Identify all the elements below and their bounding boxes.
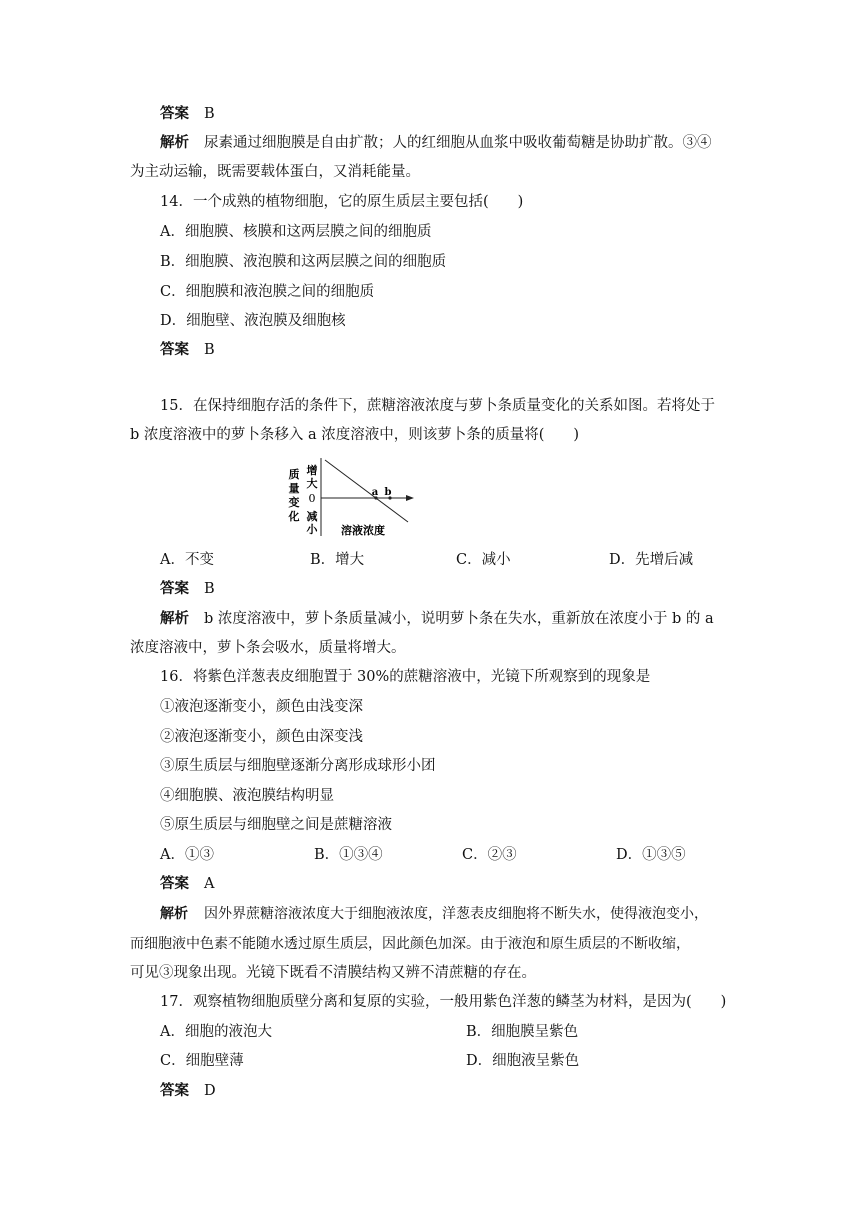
q15-option-c: C．减小 [456,552,511,568]
q15-figure [280,456,420,540]
q16-analysis-line1 [130,904,732,924]
q13-analysis-line1 [130,133,732,153]
q13-answer [130,104,732,124]
q14-option-a: A．细胞膜、核膜和这两层膜之间的细胞质 [160,224,432,240]
analysis-label: 解析 [160,610,189,627]
y-top-label-c2: 大 [306,477,318,490]
answer-label: 答案 [160,580,189,597]
q16-item-2: ②液泡逐渐变小，颜色由深变浅 [160,729,363,745]
q16-item-1: ①液泡逐渐变小，颜色由浅变深 [160,699,363,715]
y-axis-title-c2: 量 [288,482,300,495]
q16-option-a: A．①③ [160,847,214,863]
answer-label: 答案 [160,105,189,122]
y-axis-title: 质 [288,468,300,481]
q16-item-5: ⑤原生质层与细胞壁之间是蔗糖溶液 [160,817,392,833]
q16-option-b: B．①③④ [314,847,383,863]
x-axis-title: 溶液浓度 [341,524,385,537]
q17-option-b: B．细胞膜呈紫色 [466,1024,579,1040]
q15-answer [130,579,732,599]
q14-stem: 14．一个成熟的植物细胞，它的原生质层主要包括( ) [160,194,524,210]
y-axis-title-c4: 化 [288,510,300,523]
q16-analysis-line2: 而细胞液中色素不能随水透过原生质层，因此颜色加深。由于液泡和原生质层的不断收缩， [130,936,690,952]
q17-option-c: C．细胞壁薄 [160,1053,244,1069]
point-a-label: a [371,487,379,498]
q14-option-c: C．细胞膜和液泡膜之间的细胞质 [160,284,375,300]
q15-stem-line2: b 浓度溶液中的萝卜条移入 a 浓度溶液中，则该萝卜条的质量将( ) [130,427,580,443]
q16-answer [130,874,732,894]
analysis-label: 解析 [160,134,189,151]
q14-option-b: B．细胞膜、液泡膜和这两层膜之间的细胞质 [160,254,447,270]
answer-value: B [204,581,215,597]
analysis-label: 解析 [160,906,188,922]
y-zero-label: 0 [308,492,316,505]
analysis-text: 因外界蔗糖溶液浓度大于细胞液浓度，洋葱表皮细胞将不断失水，使得液泡变小， [204,906,708,922]
q16-option-c: C．②③ [462,847,517,863]
q17-option-a: A．细胞的液泡大 [160,1024,272,1040]
q15-analysis-line2: 浓度溶液中，萝卜条会吸水，质量将增大。 [130,640,406,656]
answer-label: 答案 [160,1082,189,1099]
analysis-text: 尿素通过细胞膜是自由扩散；人的红细胞从血浆中吸收葡萄糖是协助扩散。③④ [204,135,712,151]
answer-value: B [204,106,215,122]
answer-label: 答案 [160,875,189,892]
relation-line [325,460,408,522]
q16-stem: 16．将紫色洋葱表皮细胞置于 30%的蔗糖溶液中，光镜下所观察到的现象是 [160,669,651,685]
q16-item-4: ④细胞膜、液泡膜结构明显 [160,788,334,804]
answer-value: A [204,876,215,892]
q16-option-d: D．①③⑤ [616,847,686,863]
q16-analysis-line3: 可见③现象出现。光镜下既看不清膜结构又辨不清蔗糖的存在。 [130,965,536,981]
q15-option-d: D．先增后减 [609,552,694,568]
q17-answer [130,1081,732,1101]
q15-option-b: B．增大 [310,552,365,568]
q14-option-d: D．细胞壁、液泡膜及细胞核 [160,313,346,329]
q15-option-a: A．不变 [160,552,214,568]
q17-stem: 17．观察植物细胞质壁分离和复原的实验，一般用紫色洋葱的鳞茎为材料，是因为( ) [160,994,727,1010]
q15-analysis-line1 [130,609,732,629]
q13-analysis-line2: 为主动运输，既需要载体蛋白，又消耗能量。 [130,164,420,180]
q17-option-d: D．细胞液呈紫色 [466,1053,580,1069]
point-b-label: b [384,487,392,498]
x-axis-arrow [406,495,414,501]
answer-value: B [204,342,215,358]
analysis-text: b 浓度溶液中，萝卜条质量减小，说明萝卜条在失水，重新放在浓度小于 b 的 a [204,611,714,627]
y-top-label: 增 [306,464,318,477]
y-axis-title-c3: 变 [288,496,300,509]
q15-stem-line1: 15．在保持细胞存活的条件下，蔗糖溶液浓度与萝卜条质量变化的关系如图。若将处于 [160,398,715,414]
q14-answer [130,340,732,360]
q16-item-3: ③原生质层与细胞壁逐渐分离形成球形小团 [160,758,436,774]
answer-value: D [204,1083,216,1099]
y-bottom-label-c2: 小 [306,523,318,536]
y-bottom-label: 减 [306,510,318,523]
answer-label: 答案 [160,341,189,358]
